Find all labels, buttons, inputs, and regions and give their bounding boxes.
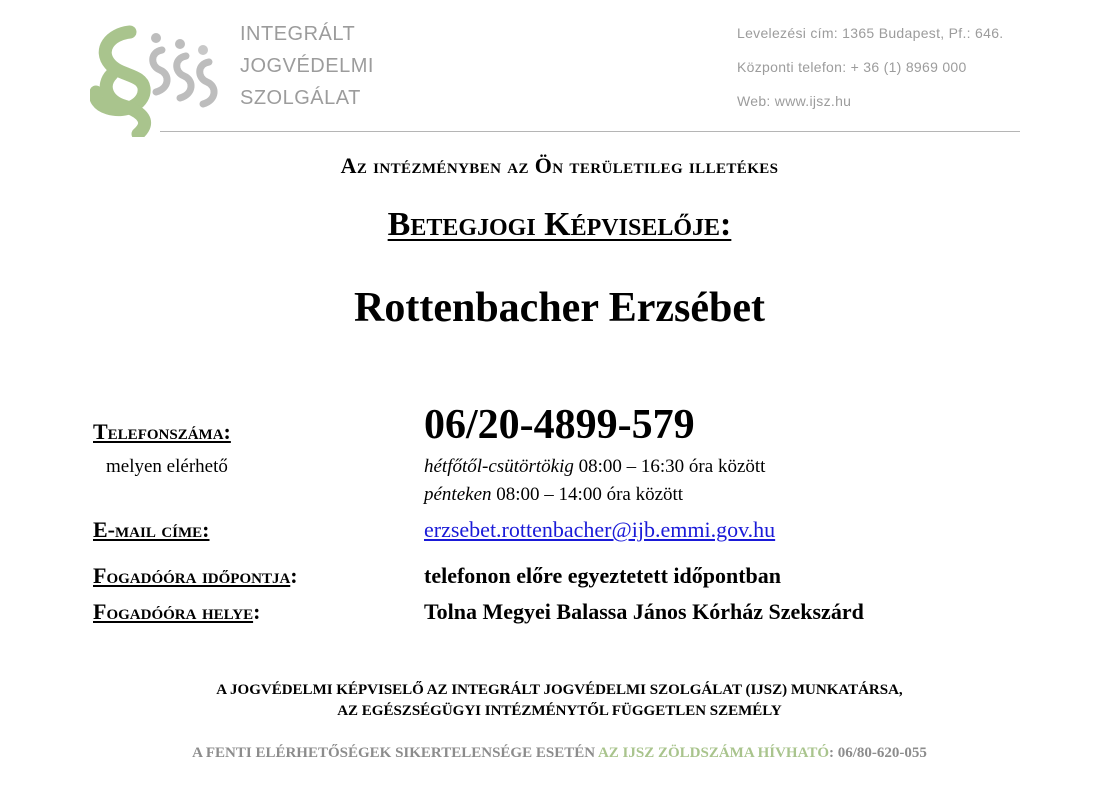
hours-weekdays-days: hétfőtől-csütörtökig <box>424 456 574 477</box>
office-time-label <box>93 565 298 587</box>
phone-label-text: Telefonszáma: <box>93 419 231 444</box>
hours-friday-time: 08:00 – 14:00 óra között <box>491 484 684 505</box>
org-name-line-1: INTEGRÁLT <box>240 23 356 45</box>
hours-friday <box>424 485 683 504</box>
office-time-value: telefonon előre egyeztetett időpontban <box>424 563 782 588</box>
email-label-text: E-mail címe: <box>93 517 210 542</box>
footer-hotline <box>0 746 1119 761</box>
subtitle: Az intézményben az Ön területileg illetékes <box>340 153 779 178</box>
org-name-line-2: JOGVÉDELMI <box>240 55 374 77</box>
ijsz-logo <box>90 22 225 137</box>
office-place-label <box>93 601 260 623</box>
postal-address: Levelezési cím: 1365 Budapest, Pf.: 646. <box>737 25 1004 41</box>
footer-line-2: AZ EGÉSZSÉGÜGYI INTÉZMÉNYTŐL FÜGGETLEN SZEMÉLY <box>337 703 782 719</box>
office-place-label-text: Fogadóóra helye <box>93 599 254 624</box>
central-phone: Központi telefon: + 36 (1) 8969 000 <box>737 59 967 75</box>
phone-label <box>93 421 231 443</box>
email-link[interactable]: erzsebet.rottenbacher@ijb.emmi.gov.hu <box>424 517 776 542</box>
website: Web: www.ijsz.hu <box>737 93 852 109</box>
email-label <box>93 519 210 541</box>
office-time-colon: : <box>290 563 298 588</box>
phone-value: 06/20-4899-579 <box>424 402 695 448</box>
footer-hotline-number: : 06/80-620-055 <box>829 745 927 761</box>
footer-hotline-part-2: AZ IJSZ ZÖLDSZÁMA HÍVHATÓ <box>597 745 829 761</box>
office-place-value: Tolna Megyei Balassa János Kórház Szekszárd <box>424 599 864 624</box>
header-divider <box>160 131 1020 132</box>
office-time-label-text: Fogadóóra időpontja <box>93 563 291 588</box>
footer-line-1: A JOGVÉDELMI KÉPVISELŐ AZ INTEGRÁLT JOGVÉDELMI SZOLGÁLAT (IJSZ) MUNKATÁRSA, <box>216 682 903 698</box>
representative-name: Rottenbacher Erzsébet <box>354 285 765 331</box>
page-title: Betegjogi Képviselője: <box>387 206 732 243</box>
hours-weekdays-time: 08:00 – 16:30 óra között <box>573 456 766 477</box>
footer-hotline-part-1: A FENTI ELÉRHETŐSÉGEK SIKERTELENSÉGE ESETÉN <box>192 745 598 761</box>
hours-friday-days: pénteken <box>424 484 492 505</box>
org-name-line-3: SZOLGÁLAT <box>240 87 361 109</box>
hours-weekdays <box>424 457 765 476</box>
office-place-colon: : <box>253 599 261 624</box>
reachable-label: melyen elérhető <box>106 456 228 477</box>
